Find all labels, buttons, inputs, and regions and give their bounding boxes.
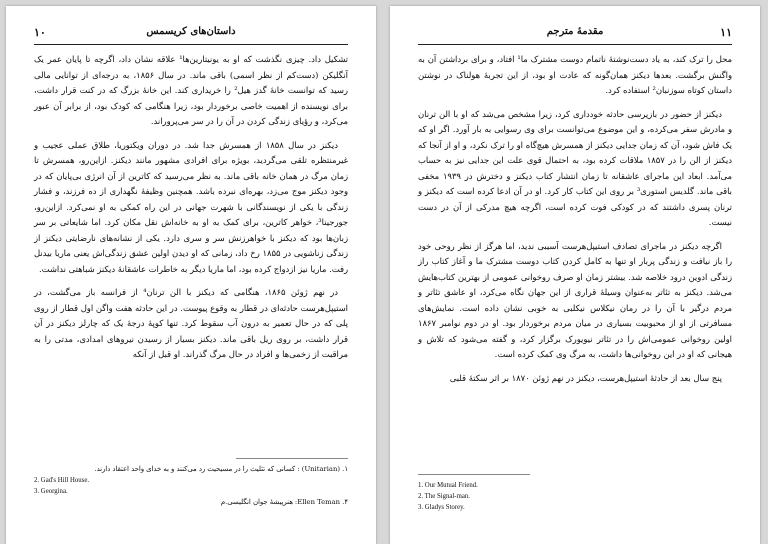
footnote: ۱. (Unitarian) : کسانی که تثلیث را در مسیحیت رد می‌کنند و به خدای واحد اعتقاد دارند. [94,465,348,473]
running-title: داستان‌های کریسمس [146,26,236,37]
footnote: 2. The Signal-man. [418,493,470,500]
footnote: ۴. Ellen Teman: هنرپیشهٔ جوان انگلیسی.م [220,498,348,506]
body-text [418,52,732,394]
footnote-rule [236,458,348,459]
footnote: 3. Georgina. [34,488,68,495]
body-text [34,52,348,371]
running-head [34,26,348,42]
page-number: ۱۰ [34,26,46,39]
footnote-rule [418,474,530,475]
paragraph: تشکیل داد. چیزی نگذشت که او به یونیتارین‌ها¹ علاقه نشان داد، اگرچه تا پایان عمر یک آنگلیکن (دست‌کم از نظر اسمی) باقی ماند. در سال ۱۸۵۶، به درجه‌ای از توانایی مالی رسید که توانست خانهٔ گدز هیل² را خریداری کند. این خانهٔ بزرگ که در کنت قرار داشت، برای نویسنده از اهمیت خاصی برخوردار بود، زیرا هنگامی که کودک بود، از برابر آن عبور می‌کرد، و رؤیای زندگی کردن در آن را در سر می‌پروراند. [34,54,349,126]
footnote: 1. Our Mutual Friend. [418,482,478,489]
footnotes [34,464,348,508]
header-rule [418,44,732,45]
page-number: ۱۱ [720,26,732,39]
running-head [418,26,732,42]
paragraph: دیکنز در سال ۱۸۵۸ از همسرش جدا شد. در دوران ویکتوریا، طلاق عملی عجیب و غیرمنتظره تلقی می‌گردید، بویژه برای افرادی مشهور مانند دیکنز. ازاین‌رو، همسرش تا زمان مرگ در همان خانه باقی ماند. به نظر می‌رسید که کاترین از آن انرژی بی‌پایان که در وجود دیکنز موج می‌زد، بهره‌ای نبرده باشد. همچنین وظیفهٔ نگهداری از ده فرزند، و فشار زندگی با یکی از نویسندگانی با شهرت جهانی در این راه کمکی به او نمی‌کرد. ازاین‌رو، جورجینا³، خواهر کاترین، برای کمک به او به خانه‌اش نقل مکان کرد. اما شایعاتی بر سر زبان‌ها بود که دیکنز با خواهرزنش سر و سری دارد. یکی از نشانه‌های نارضایتی دیکنز از زندگی زناشویی در ۱۸۵۵ رخ داد، زمانی که او دیدن اولین عشق زندگی‌اش یعنی ماریا بیدنل رفت. ماریا نیز ازدواج کرده بود، اما ماریا دیگر به خاطرات عاشقانهٔ دیکنز شباهتی نداشت. [34,139,348,274]
left-page [6,6,376,544]
paragraph: محل را ترک کند، به یاد دست‌نوشتهٔ ناتمام دوست مشترک ما¹ افتاد، و برای برداشتن آن به واگنش برگشت. بعدها دیکنز همان‌گونه که عادت او بود، از این تجربهٔ هولناک در نوشتن داستان کوتاه سوزنبان² استفاده کرد. [418,54,732,95]
paragraph: دیکنز از حضور در بازپرسی حادثه خودداری کرد، زیرا مشخص می‌شد که او با الن ترنان و مادرش سفر می‌کرده، و این موضوع می‌توانست برای وی رسوایی به بار آورد. اگر او که یک فاش شود، آن که زمان جدایی دیکنز از همسرش هیچ‌گاه او را ترک نکرد، و او از آنجا که دیکنز از الن را در ۱۸۵۷ ملاقات کرده بود، به احتمال قوی علت این جدایی نیز به حساب می‌آمد. ابعاد این ماجرای عاشقانه تا زمان انتشار کتاب دیکنز و دخترش در ۱۹۳۹ مخفی باقی ماند. گلدیس استوری³ بر روی این کتاب کار کرد. او در آن ادعا کرده است که دیکنز و ترنان پسری داشتند که در کودکی فوت کرده است، اگرچه هیچ مدرکی از آن در دست نیست. [418,108,732,227]
paragraph: پنج سال بعد از حادثهٔ استیپل‌هرست، دیکنز در نهم ژوئن ۱۸۷۰ بر اثر سکتهٔ قلبی [449,372,722,383]
right-page [390,6,760,544]
paragraph: اگرچه دیکنز در ماجرای تصادف استیپل‌هرست آسیبی ندید، اما هرگز از نظر روحی خود را باز نیافت و زندگی پربار او تنها به کامل کردن کتاب دوست مشترک ما و آغاز کتاب راز زندگی ادوین درود خلاصه شد. بیشتر زمان او صرف روخوانی عمومی از بهترین کتاب‌هایش می‌شد. دیکنز به تئاتر به‌عنوان وسیلهٔ قراری از این جهان نگاه می‌کرد، او عاشق تئاتر و مردم درگیر با آن را در رمان نیکلاس نیکلبی به خوبی نشان داده است. نمایش‌های مسافرتی از او از محبوبیت بسیاری در میان مردم برخوردار بود. او در دوم نوامبر ۱۸۶۷ اولین روخوانی عمومی‌اش را در تئاتر نیویورک برگزار کرد، و گفته می‌شود که تلاش و هیجانی که او در این روخوانی‌ها داشت، به مرگ وی کمک کرده است. [418,240,732,359]
paragraph: در نهم ژوئن ۱۸۶۵، هنگامی که دیکنز با الن ترنان⁴ از فرانسه باز می‌گشت، در استیپل‌هرست حادثه‌ای در قطار به وقوع پیوست. در این حادثه هفت واگن اول قطار از روی پلی که در حال تعمیر به درون آب سقوط کرد. تنها کوپهٔ درجهٔ یک که چارلز دیکنز در آن قرار داشت، بر روی ریل باقی ماند. دیکنز بسیار از رسیدن نیروهای امدادی، مدتی را به مراقبت از زخمی‌ها و افراد در حال مرگ گذراند. او قبل از آنکه [34,287,348,359]
running-title: مقدمهٔ مترجم [546,26,604,37]
footnote: 2. Gad's Hill House. [34,477,90,484]
footnotes [418,480,732,513]
footnote: 3. Gladys Storey. [418,504,465,511]
header-rule [34,44,348,45]
